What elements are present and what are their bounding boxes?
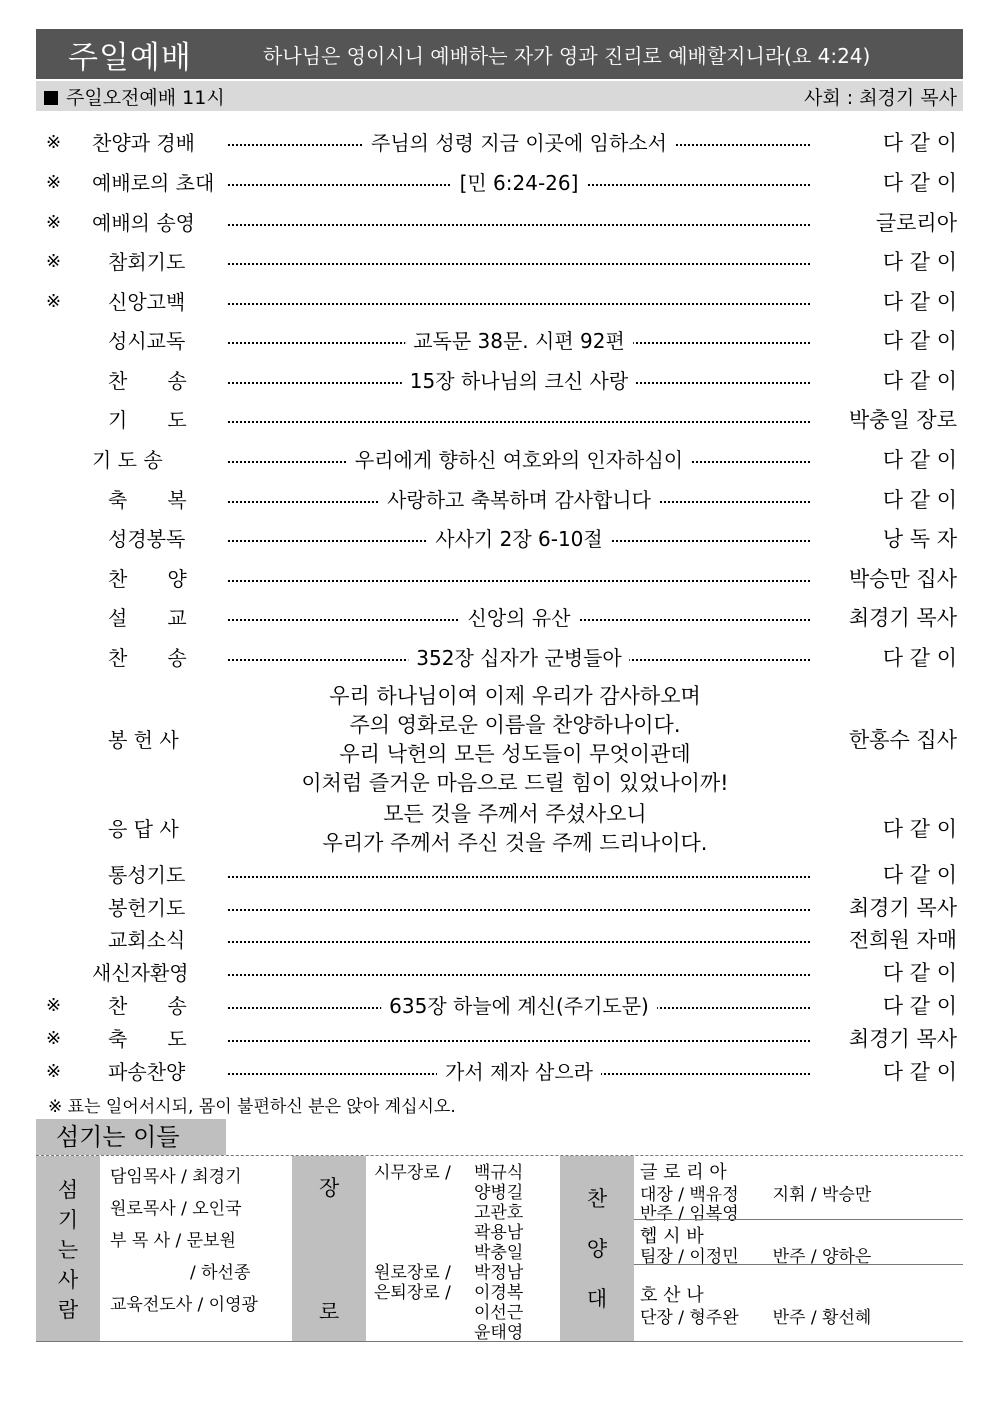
- response-line: 우리가 주께서 주신 것을 주께 드리나이다.: [322, 831, 708, 855]
- order-label: 봉헌기도: [108, 896, 186, 920]
- choir-name: 헵 시 바: [640, 1226, 704, 1247]
- order-person: 다 같 이: [882, 290, 957, 314]
- divider: [634, 1219, 963, 1220]
- order-row: [36, 988, 963, 1024]
- order-content: 가서 제자 삼으라: [437, 1054, 601, 1090]
- order-content: 사랑하고 축복하며 감사합니다: [379, 482, 659, 518]
- side-char: 는: [57, 1237, 79, 1262]
- order-row: [36, 890, 963, 926]
- dotted-leader: [228, 922, 810, 958]
- dotted-leader: [228, 521, 810, 557]
- order-label: 교회소식: [108, 928, 186, 952]
- order-row: [36, 1021, 963, 1057]
- staff-table: [36, 1155, 963, 1342]
- order-content: [민 6:24-26]: [452, 165, 587, 201]
- service-name: 주일오전예배 11시: [66, 86, 225, 109]
- order-person: 다 같 이: [882, 646, 957, 670]
- order-content: 교독문 38문. 시편 92편: [405, 323, 633, 359]
- elders-label-bottom: 로: [319, 1300, 340, 1324]
- order-content: 635장 하늘에 계신(주기도문): [381, 988, 657, 1024]
- choir-line: 대장 / 백유정 지휘 / 박승만: [640, 1185, 872, 1205]
- order-row: [36, 402, 963, 438]
- pastor-entry: 원로목사 / 오인국: [110, 1199, 242, 1219]
- order-label: 성시교독: [108, 329, 186, 353]
- order-label: 신앙고백: [108, 290, 186, 314]
- pastor-entry: 담임목사 / 최경기: [110, 1167, 242, 1187]
- dotted-leader: [228, 363, 810, 399]
- elder-name: 고관호: [474, 1203, 524, 1223]
- standing-mark: ※: [46, 251, 62, 272]
- dotted-leader: [228, 244, 810, 280]
- header-verse: 하나님은 영이시니 예배하는 자가 영과 진리로 예배할지니라(요 4:24): [263, 43, 871, 68]
- order-label: 축 복: [108, 488, 187, 512]
- order-content: 신앙의 유산: [460, 600, 579, 636]
- offering-line: 주의 영화로운 이름을 찬양하나이다.: [349, 713, 681, 737]
- order-person: 다 같 이: [882, 369, 957, 393]
- dotted-leader: [228, 988, 810, 1024]
- order-label: 찬양과 경배: [92, 131, 195, 155]
- standing-mark: ※: [46, 212, 62, 233]
- elder-name: 이경복: [474, 1283, 524, 1303]
- order-row: [36, 284, 963, 320]
- order-row: [36, 640, 963, 676]
- page-title: 주일예배: [68, 39, 192, 76]
- order-person: 최경기 목사: [848, 1027, 957, 1051]
- pastor-entry: / 하선종: [190, 1263, 251, 1283]
- order-row: [36, 244, 963, 280]
- order-label: 기 도 송: [92, 448, 163, 472]
- order-person: 다 같 이: [882, 817, 957, 841]
- order-label: 찬 송: [108, 646, 187, 670]
- choir-label-char: 대: [586, 1286, 608, 1311]
- order-row: [36, 482, 963, 518]
- order-row: [36, 857, 963, 893]
- order-person: 박충일 장로: [848, 408, 957, 432]
- order-person: 다 같 이: [882, 994, 957, 1018]
- side-char: 람: [57, 1297, 79, 1322]
- order-row: [36, 442, 963, 478]
- dotted-leader: [228, 561, 810, 597]
- order-row: [36, 561, 963, 597]
- order-row: [36, 363, 963, 399]
- choir-name: 호 산 나: [640, 1285, 704, 1306]
- order-person: 다 같 이: [882, 488, 957, 512]
- order-label: 예배로의 초대: [92, 171, 215, 195]
- standing-note: ※ 표는 일어서시되, 몸이 불편하신 분은 앉아 계십시오.: [48, 1097, 456, 1117]
- order-person: 전희원 자매: [848, 928, 957, 952]
- choir-line: 반주 / 임복영: [640, 1204, 739, 1224]
- choir-name: 글 로 리 아: [640, 1162, 727, 1183]
- elder-name: 박정남: [474, 1263, 524, 1283]
- order-label: 새신자환영: [92, 961, 189, 985]
- order-row: [36, 125, 963, 161]
- order-label: 설 교: [108, 606, 187, 630]
- dotted-leader: [228, 955, 810, 991]
- service-leader: 사회 : 최경기 목사: [804, 86, 957, 109]
- header-bar: [36, 29, 963, 79]
- order-label: 응 답 사: [108, 817, 179, 841]
- order-content: 사사기 2장 6-10절: [427, 521, 610, 557]
- order-label: 축 도: [108, 1027, 187, 1051]
- standing-mark: ※: [46, 995, 62, 1016]
- dotted-leader: [228, 284, 810, 320]
- choir-label-cell: [560, 1156, 634, 1341]
- dotted-leader: [228, 442, 810, 478]
- order-person: 낭 독 자: [882, 527, 957, 551]
- order-row: [36, 205, 963, 241]
- order-label: 찬 송: [108, 994, 187, 1018]
- square-bullet-icon: [44, 91, 58, 105]
- order-row-response: [36, 811, 963, 847]
- order-person: 다 같 이: [882, 131, 957, 155]
- dotted-leader: [228, 600, 810, 636]
- offering-line: 우리 낙헌의 모든 성도들이 무엇이관데: [339, 742, 691, 766]
- response-line: 모든 것을 주께서 주셨사오니: [383, 802, 647, 826]
- elder-name: 곽용남: [474, 1223, 524, 1243]
- order-person: 다 같 이: [882, 250, 957, 274]
- order-label: 파송찬양: [108, 1060, 186, 1084]
- order-label: 찬 송: [108, 369, 187, 393]
- offering-line: 이처럼 즐거운 마음으로 드릴 힘이 있었나이까!: [301, 771, 729, 795]
- order-person: 다 같 이: [882, 329, 957, 353]
- pastor-entry: 교육전도사 / 이영광: [110, 1295, 258, 1315]
- order-row: [36, 323, 963, 359]
- order-person: 다 같 이: [882, 961, 957, 985]
- elders-active-label: 시무장로 /: [374, 1163, 451, 1183]
- order-label: 기 도: [108, 408, 187, 432]
- standing-mark: ※: [46, 172, 62, 193]
- order-row-offering: [36, 722, 963, 758]
- service-bar: [36, 81, 963, 111]
- order-label: 찬 양: [108, 567, 187, 591]
- side-char: 기: [57, 1207, 79, 1232]
- elder-name: 양병길: [474, 1183, 524, 1203]
- elders-label-cell: [292, 1156, 366, 1341]
- dotted-leader: [228, 482, 810, 518]
- dotted-leader: [228, 890, 810, 926]
- staff-title: 섬기는 이들: [36, 1119, 226, 1155]
- order-label: 참회기도: [108, 250, 186, 274]
- elder-name: 박충일: [474, 1243, 524, 1263]
- standing-mark: ※: [46, 1028, 62, 1049]
- standing-mark: ※: [46, 291, 62, 312]
- order-person: 다 같 이: [882, 863, 957, 887]
- order-label: 봉 헌 사: [108, 728, 179, 752]
- standing-mark: ※: [46, 1061, 62, 1082]
- order-person: 글로리아: [875, 211, 957, 235]
- order-row: [36, 521, 963, 557]
- elder-name: 윤태영: [474, 1323, 524, 1343]
- order-label: 통성기도: [108, 863, 186, 887]
- elder-name: 백규식: [474, 1163, 524, 1183]
- order-label: 예배의 송영: [92, 211, 195, 235]
- dotted-leader: [228, 1054, 810, 1090]
- order-person: 박승만 집사: [848, 567, 957, 591]
- order-person: 다 같 이: [882, 448, 957, 472]
- dotted-leader: [228, 323, 810, 359]
- dotted-leader: [228, 640, 810, 676]
- order-content: 352장 십자가 군병들아: [408, 640, 629, 676]
- order-content: 우리에게 향하신 여호와의 인자하심이: [347, 442, 691, 478]
- elders-label-top: 장: [319, 1176, 340, 1200]
- order-content: 15장 하나님의 크신 사랑: [402, 363, 636, 399]
- elders-retired-label: 원로장로 /: [374, 1263, 451, 1283]
- order-person: 다 같 이: [882, 171, 957, 195]
- order-person: 다 같 이: [882, 1060, 957, 1084]
- order-person: 한홍수 집사: [848, 728, 957, 752]
- elder-name: 이선근: [474, 1303, 524, 1323]
- choir-line: 단장 / 형주완 반주 / 황선혜: [640, 1308, 872, 1328]
- order-row: [36, 922, 963, 958]
- standing-mark: ※: [46, 132, 62, 153]
- side-char: 사: [57, 1267, 79, 1292]
- elders-retired-label: 은퇴장로 /: [374, 1283, 451, 1303]
- service-name-wrap: [44, 83, 225, 110]
- side-char: 섬: [57, 1177, 79, 1202]
- dotted-leader: [228, 125, 810, 161]
- dotted-leader: [228, 857, 810, 893]
- order-person: 최경기 목사: [848, 896, 957, 920]
- pastor-entry: 부 목 사 / 문보원: [110, 1231, 236, 1251]
- choir-label-char: 양: [586, 1236, 608, 1261]
- dotted-leader: [228, 205, 810, 241]
- dotted-leader: [228, 402, 810, 438]
- dotted-leader: [228, 1021, 810, 1057]
- order-row: [36, 1054, 963, 1090]
- order-row: [36, 955, 963, 991]
- order-content: 주님의 성령 지금 이곳에 임하소서: [363, 125, 675, 161]
- order-person: 최경기 목사: [848, 606, 957, 630]
- order-row: [36, 600, 963, 636]
- choir-label-char: 찬: [586, 1186, 608, 1211]
- order-label: 성경봉독: [108, 527, 186, 551]
- order-row: [36, 165, 963, 201]
- choir-line: 팀장 / 이정민 반주 / 양하은: [640, 1247, 872, 1267]
- offering-line: 우리 하나님이여 이제 우리가 감사하오며: [329, 684, 701, 708]
- dotted-leader: [228, 165, 810, 201]
- divider: [634, 1264, 963, 1265]
- staff-side-label: [36, 1156, 100, 1341]
